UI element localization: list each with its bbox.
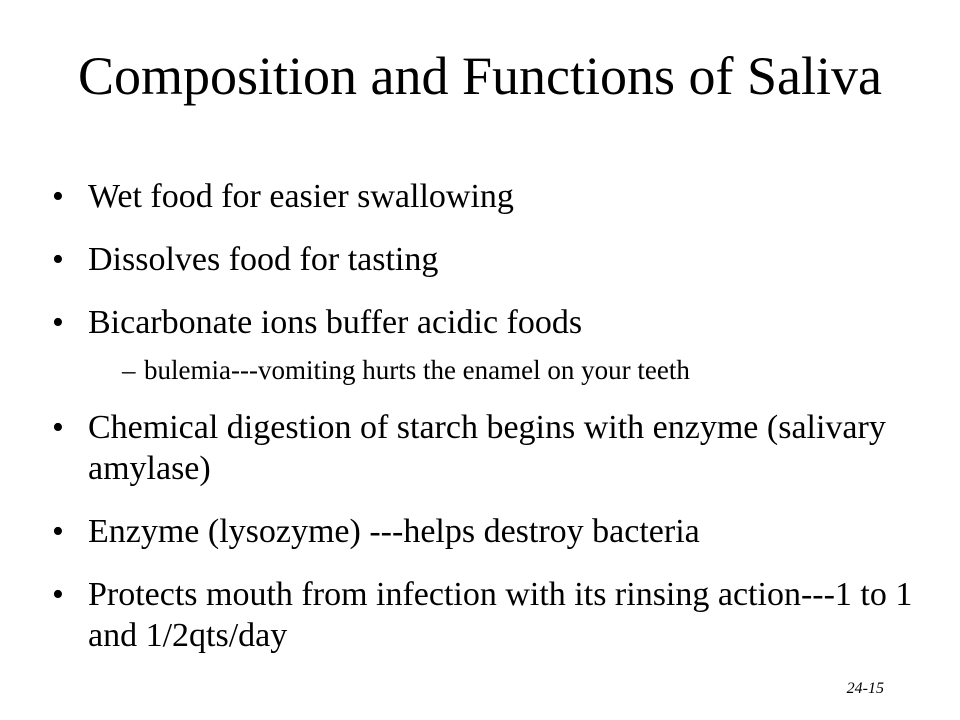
sub-bullet-dash: –: [122, 355, 136, 385]
sub-bullet-item: [52, 353, 932, 387]
bullet-text: Dissolves food for tasting: [88, 241, 439, 278]
bullet-dot: •: [52, 304, 64, 341]
bullet-text: Protects mouth from infection with its rinsing action---1 to 1 and 1/2qts/day: [88, 576, 913, 654]
bullet-item: [52, 176, 932, 217]
bullet-item: [52, 302, 932, 343]
bullet-item: [52, 239, 932, 280]
bullet-text: Enzyme (lysozyme) ---helps destroy bacteria: [88, 513, 700, 550]
bullet-dot: •: [52, 576, 64, 613]
bullet-text: Bicarbonate ions buffer acidic foods: [88, 304, 583, 341]
slide-title: Composition and Functions of Saliva: [78, 46, 882, 106]
bullet-dot: •: [52, 409, 64, 446]
bullet-dot: •: [52, 513, 64, 550]
bullet-item: [52, 574, 932, 656]
bullet-list: [52, 176, 932, 678]
bullet-item: [52, 511, 932, 552]
bullet-text: Wet food for easier swallowing: [88, 178, 514, 215]
slide-number: 24-15: [846, 680, 884, 697]
bullet-item: [52, 407, 932, 489]
bullet-dot: •: [52, 178, 64, 215]
bullet-text: Chemical digestion of starch begins with enzyme (salivary amylase): [88, 409, 886, 487]
bullet-dot: •: [52, 241, 64, 278]
sub-bullet-text: bulemia---vomiting hurts the enamel on your teeth: [144, 355, 690, 385]
